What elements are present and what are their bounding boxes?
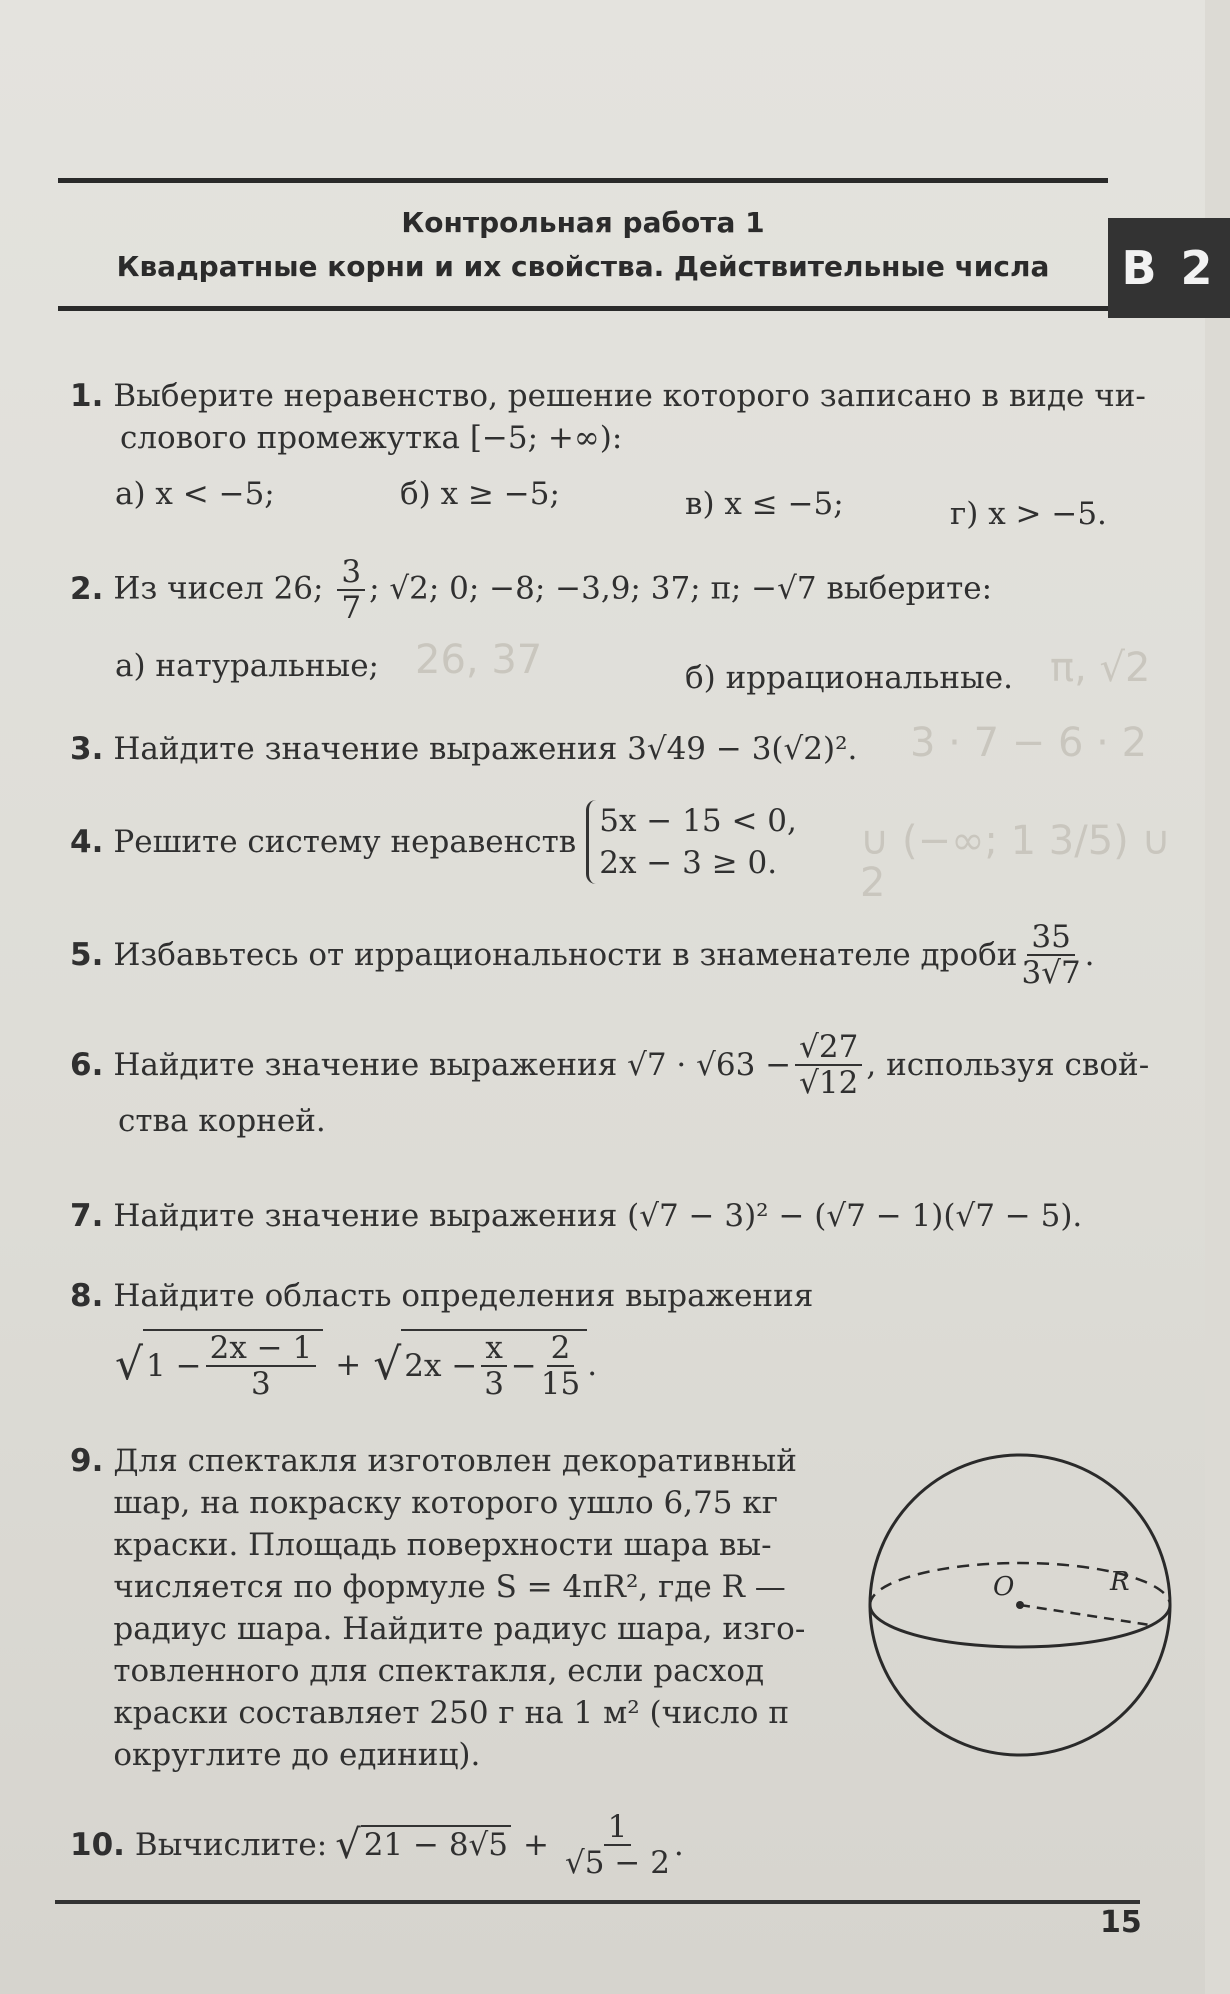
center-label: O — [993, 1572, 1015, 1602]
fraction — [337, 555, 365, 625]
fraction-denominator: 7 — [341, 590, 362, 626]
radicand-b — [401, 1329, 587, 1401]
task-number: 10. — [70, 1827, 125, 1863]
fraction-numerator: 2x − 1 — [206, 1331, 317, 1367]
fraction-denominator: √5 − 2 — [565, 1845, 670, 1881]
page-number: 15 — [1100, 1905, 1142, 1940]
header-bottom-rule — [58, 306, 1108, 311]
task-line: Для спектакля изготовлен декоративный — [113, 1443, 797, 1479]
variant-badge: В 2 — [1108, 218, 1230, 318]
option-c: в) x ≤ −5; — [685, 486, 844, 522]
pencil-note: π, √2 — [1050, 645, 1151, 691]
task-text: Вычислите: — [134, 1827, 328, 1863]
worksheet-header — [58, 178, 1217, 328]
plus-sign: + — [523, 1827, 550, 1863]
inequality-system — [586, 800, 797, 884]
task-1 — [70, 375, 1180, 535]
header-top-rule — [58, 178, 1108, 183]
radicand-text: 21 − 8√5 — [361, 1825, 511, 1863]
radicand-a — [143, 1329, 323, 1401]
test-subtitle: Квадратные корни и их свойства. Действительные числа — [116, 250, 1050, 283]
fraction-denominator: 15 — [540, 1366, 581, 1402]
period: . — [587, 1347, 598, 1383]
fraction-denominator: 3 — [484, 1366, 504, 1402]
option-d: г) x > −5. — [950, 496, 1107, 532]
radicand — [361, 1824, 511, 1866]
task-text-end: . — [1084, 937, 1095, 973]
task-2 — [70, 555, 1180, 705]
task-line: радиус шара. Найдите радиус шара, изго- — [113, 1611, 806, 1647]
task-3 — [70, 720, 1180, 778]
equator-front — [870, 1605, 1170, 1647]
test-title: Контрольная работа 1 — [401, 206, 765, 239]
fraction-numerator: 1 — [604, 1810, 632, 1846]
task-9 — [70, 1440, 820, 1800]
task-text-end: ; √2; 0; −8; −3,9; 37; π; −√7 выберите: — [369, 570, 993, 607]
domain-expression — [70, 1329, 1180, 1401]
fraction-numerator: x — [481, 1331, 506, 1367]
radicand-text: 1 − — [146, 1348, 202, 1384]
task-number: 1. — [70, 378, 104, 414]
sphere-figure — [855, 1440, 1185, 1770]
footer-rule — [55, 1900, 1140, 1904]
option-b: б) x ≥ −5; — [400, 476, 560, 512]
task-6 — [70, 1030, 1180, 1160]
task-number: 5. — [70, 937, 104, 973]
option-a: а) натуральные; — [115, 648, 379, 684]
period: . — [673, 1827, 684, 1863]
task-8 — [70, 1275, 1180, 1435]
fraction — [541, 1331, 580, 1401]
radius-line — [1020, 1605, 1150, 1625]
task-text: Из чисел 26; — [113, 570, 324, 607]
task-text-cont: слового промежутка [−5; +∞): — [120, 420, 623, 456]
option-a: а) x < −5; — [115, 476, 275, 512]
fraction-denominator: 3√7 — [1021, 955, 1081, 991]
task-text: Найдите значение выражения √7 · √63 − — [113, 1047, 792, 1083]
task-number: 2. — [70, 570, 104, 607]
fraction-numerator: 35 — [1027, 920, 1074, 956]
fraction — [206, 1331, 317, 1401]
task-number: 7. — [70, 1198, 104, 1234]
fraction-denominator: √12 — [799, 1065, 859, 1101]
task-line: числяется по формуле S = 4πR², где R — — [113, 1569, 786, 1605]
inequality-2: 2x − 3 ≥ 0. — [599, 845, 778, 881]
pencil-note: 3 · 7 − 6 · 2 — [910, 720, 1148, 766]
task-5 — [70, 920, 1180, 1010]
task-number: 8. — [70, 1278, 104, 1314]
fraction-denominator: 3 — [251, 1366, 271, 1402]
task-text-end: , используя свой- — [866, 1047, 1150, 1083]
minus-sign: − — [510, 1348, 537, 1384]
root-sign: √ — [373, 1339, 402, 1390]
radicand-text: 2x − — [404, 1348, 478, 1384]
fraction-numerator: √27 — [795, 1030, 862, 1066]
task-number: 9. — [70, 1443, 104, 1479]
task-text: Найдите значение выражения (√7 − 3)² − (√7 − 1)(√7 − 5). — [113, 1198, 1083, 1234]
pencil-note: 26, 37 — [415, 637, 543, 683]
fraction — [481, 1331, 506, 1401]
task-text-block — [113, 1440, 805, 1776]
root-sign: √ — [115, 1339, 144, 1390]
radius-label: R — [1110, 1567, 1130, 1597]
plus-sign: + — [335, 1347, 362, 1383]
task-number: 6. — [70, 1047, 104, 1083]
task-4 — [70, 800, 1180, 906]
fraction — [795, 1030, 862, 1100]
task-text: Выберите неравенство, решение которого записано в виде чи- — [113, 378, 1146, 414]
task-text: Найдите значение выражения 3√49 − 3(√2)². — [113, 731, 858, 767]
fraction-numerator: 2 — [547, 1331, 575, 1367]
fraction — [565, 1810, 670, 1880]
task-line: округлите до единиц). — [113, 1737, 481, 1773]
task-text: Найдите область определения выражения — [113, 1278, 814, 1314]
root-sign: √ — [335, 1822, 361, 1868]
inequality-1: 5x − 15 < 0, — [599, 803, 797, 839]
task-7 — [70, 1195, 1180, 1245]
task-text: Избавьтесь от иррациональности в знаменателе дроби — [113, 937, 1018, 973]
task-text: Решите систему неравенств — [113, 824, 577, 860]
task-line: шар, на покраску которого ушло 6,75 кг — [113, 1485, 778, 1521]
task-number: 4. — [70, 824, 104, 860]
task-line: товленного для спектакля, если расход — [113, 1653, 765, 1689]
task-line: краски составляет 250 г на 1 м² (число π — [113, 1695, 789, 1731]
task-text-cont: ства корней. — [118, 1103, 326, 1139]
pencil-note: ∪ (−∞; 1 3/5) ∪ 2 — [860, 818, 1171, 906]
task-line: краски. Площадь поверхности шара вы- — [113, 1527, 772, 1563]
option-b: б) иррациональные. — [685, 660, 1013, 696]
fraction — [1021, 920, 1080, 990]
task-10 — [70, 1810, 1180, 1890]
fraction-numerator: 3 — [337, 555, 365, 591]
task-number: 3. — [70, 731, 104, 767]
